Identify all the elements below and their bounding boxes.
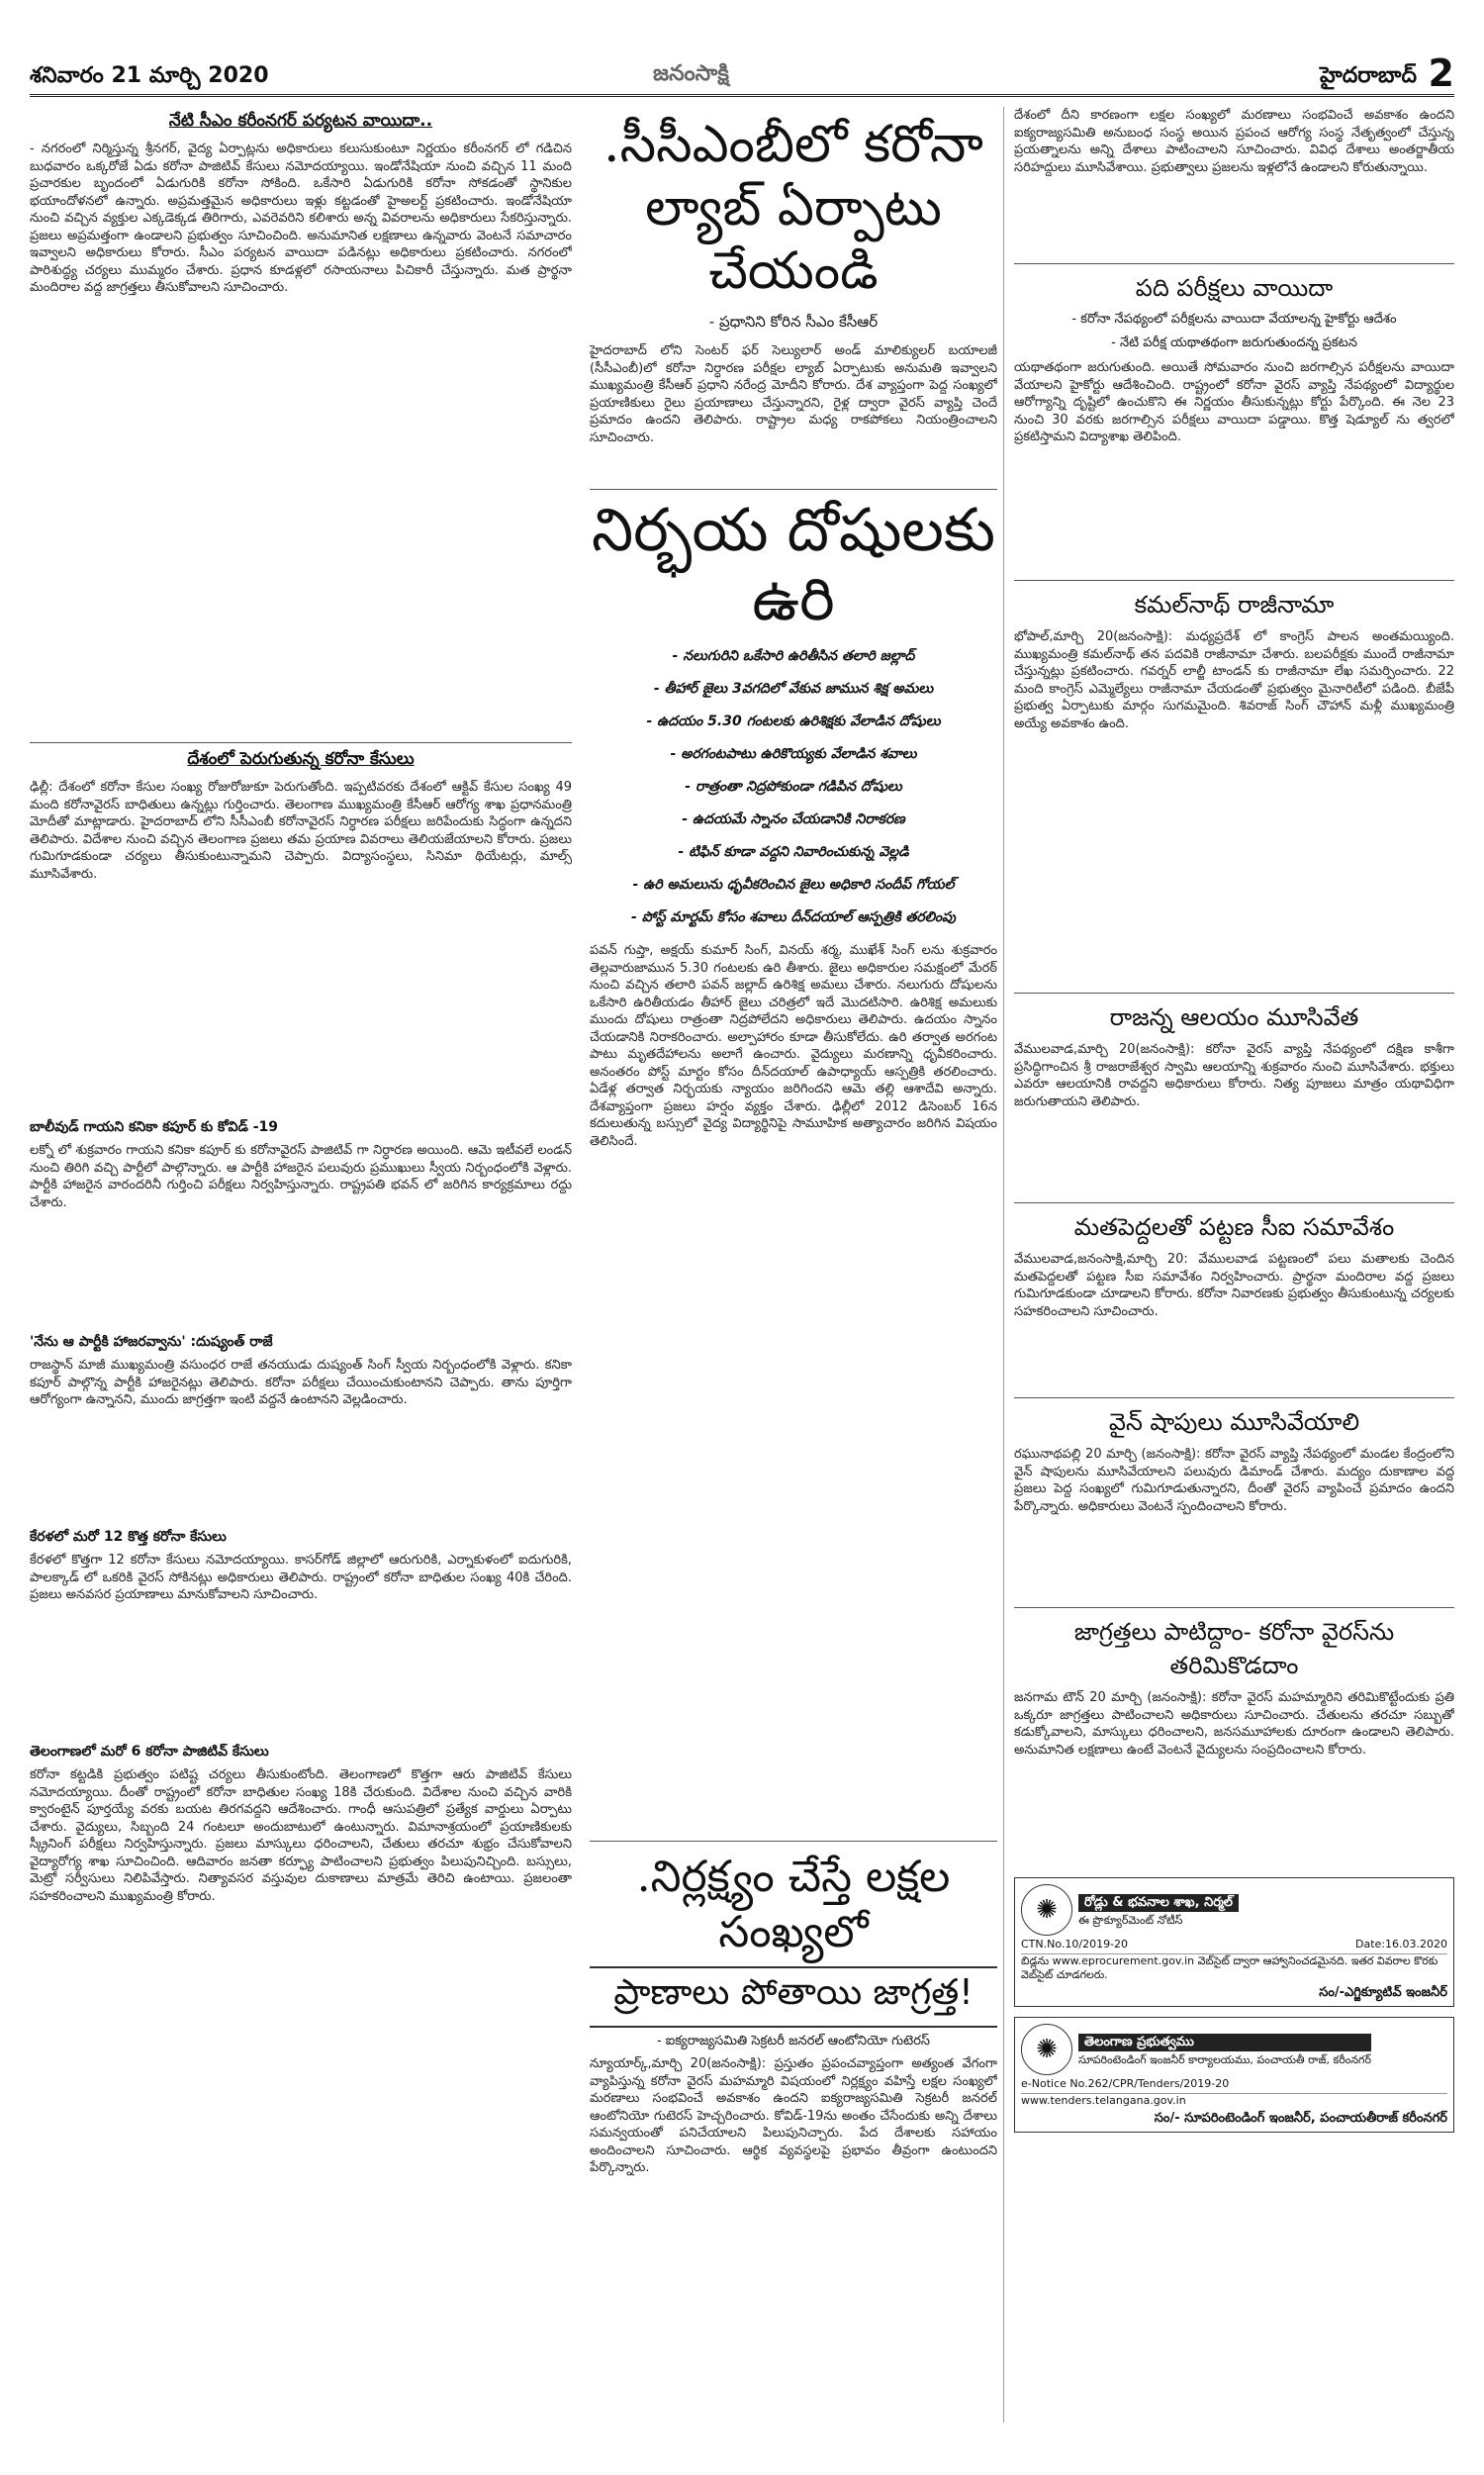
- edition-city: హైదరాబాద్: [1320, 63, 1417, 88]
- story-un-body: న్యూయార్క్,మార్చి 20(జనంసాక్షి): ప్రస్తుతం ప్రపంచవ్యాప్తంగా అత్యంత వేగంగా వ్యాపిస్తున్న కరోనా వైరస్ మహమ్మారి విషయంలో నిర్లక్ష్యం వహిస్తే లక్షల సంఖ్యలో మరణాలు సంభవించే అవకాశం ఉందని ఐక్యరాజ్యసమితి సెక్రటరీ జనరల్ ఆంటోనియో గుటెరస్ హెచ్చరించారు. కోవిడ్-19ను అంతం చేసేందుకు అన్ని దేశాలు సమన్వయంతో పనిచేయాలని పిలుపునిచ్చారు. పేద దేశాలకు సహాయం అందించాలని సూచించారు. ఆర్థిక వ్యవస్థలపై ప్రభావం తీవ్రంగా ఉంటుందని పేర్కొన్నారు.: [590, 2056, 997, 2175]
- divider: [1014, 1397, 1454, 1398]
- story-precautions-body: జనగామ టౌన్ 20 మార్చి (జనంసాక్షి): కరోనా వైరస్ మహమ్మారిని తరిమికొట్టేందుకు ప్రతి ఒక్కరూ జాగ్రత్తలు పాటించాలని అధికారులు సూచించారు. చేతులను తరచూ సబ్బుతో కడుక్కోవాలని, మాస్కులు ధరించాలని, జనసమూహాలకు దూరంగా ఉండాలని తెలిపారు. అనుమానిత లక్షణాలు ఉంటే వెంటనే వైద్యులను సంప్రదించాలని కోరారు.: [1014, 1690, 1454, 1758]
- masthead: [30, 51, 1454, 97]
- ad-date: Date:16.03.2020: [1355, 1938, 1447, 1951]
- ad-subtitle: సూపరింటెండింగ్ ఇంజనీర్ కార్యాలయము, పంచాయతీ రాజ్, కరీంనగర్: [1078, 2053, 1371, 2066]
- bullet-item: - నలుగురిని ఒకేసారి ఉరితీసిన తలారి జల్లాద్: [672, 648, 915, 664]
- headline-ccmb: .సీసీఎంబీలో కరోనా ల్యాబ్ ఏర్పాటు చేయండి: [603, 115, 983, 301]
- government-seal-icon: ✺: [1021, 1884, 1072, 1936]
- story2-body-c: రాజస్థాన్ మాజీ ముఖ్యమంత్రి వసుంధర రాజే తనయుడు దుష్యంత్ సింగ్ స్వీయ నిర్బంధంలోకి వెళ్లారు. కనికా కపూర్ పాల్గొన్న పార్టీకి హాజరైనట్లు తెలిపారు. కరోనా పరీక్షలు చేయించుకుంటానని చెప్పారు. తాను పూర్తిగా ఆరోగ్యంగా ఉన్నానని, ముందు జాగ్రత్తగా ఇంటి వద్దనే ఉంటానని వెల్లడించారు.: [30, 1358, 572, 1407]
- ad-ref: CTN.No.10/2019-20: [1021, 1938, 1129, 1951]
- headline-ci-meeting: మతపెద్దలతో పట్టణ సీఐ సమావేశం: [1073, 1213, 1395, 1241]
- middle-column: [590, 107, 997, 2423]
- tender-ad-nirmal: [1014, 1877, 1454, 2007]
- divider: [1014, 1202, 1454, 1203]
- ad-signature: సం/- సూపరింటెండింగ్ ఇంజనీర్, పంచాయతీరాజ్ కరీంనగర్: [1154, 2111, 1447, 2126]
- newspaper-logo: జనంసాక్షి: [653, 61, 729, 86]
- story-kamalnath-body: భోపాల్,మార్చి 20(జనంసాక్షి): మధ్యప్రదేశ్ లో కాంగ్రెస్ పాలన అంతమయ్యింది. ముఖ్యమంత్రి కమల్‌నాథ్ తన పదవికి రాజీనామా చేశారు. బలపరీక్షకు ముందే రాజీనామా చేస్తున్నట్లు ప్రకటించారు. గవర్నర్ లాల్జీ టాండన్ కు రాజీనామా లేఖ సమర్పించారు. 22 మంది కాంగ్రెస్ ఎమ్మెల్యేలు రాజీనామా చేయడంతో ప్రభుత్వం మైనారిటీలో పడింది. బీజేపీ ప్రభుత్వ ఏర్పాటుకు మార్గం సుగమమైంది. శివరాజ్ సింగ్ చౌహాన్ మళ్లీ ముఖ్యమంత్రి అయ్యే అవకాశం ఉంది.: [1014, 629, 1454, 731]
- ad-signature: సం/-ఎగ్జిక్యూటివ్ ఇంజనీర్: [1319, 1985, 1447, 2000]
- divider: [30, 742, 572, 743]
- divider: [1014, 993, 1454, 994]
- story2-subhead-4: తెలంగాణలో మరో 6 కరోనా పాజిటివ్ కేసులు: [30, 1744, 269, 1760]
- story-wine-shops-body: రఘునాథపల్లి 20 మార్చి (జనంసాక్షి): కరోనా వైరస్ వ్యాప్తి నేపథ్యంలో మండల కేంద్రంలోని వైన్ షాపులను మూసివేయాలని పలువురు డిమాండ్ చేశారు. మద్యం దుకాణాల వద్ద ప్రజలు పెద్ద సంఖ్యలో గుమిగూడుతున్నారని, దీంతో వైరస్ వ్యాపించే ప్రమాదం ఉందని పేర్కొన్నారు. అధికారులు వెంటనే స్పందించాలని కోరారు.: [1014, 1447, 1454, 1514]
- ad-title: రోడ్లు & భవనాల శాఖ, నిర్మల్: [1078, 1894, 1239, 1912]
- right-column: [1003, 107, 1454, 2423]
- byline-un: - ఐక్యరాజ్యసమితి సెక్రటరీ జనరల్ ఆంటోనియో గుటెరస్: [656, 2034, 931, 2048]
- headline-exams: పది పరీక్షలు వాయిదా: [1135, 274, 1334, 302]
- left-column: [30, 107, 572, 2423]
- story2-body-d: కేరళలో కొత్తగా 12 కరోనా కేసులు నమోదయ్యాయి. కాసర్‌గోడ్ జిల్లాలో ఆరుగురికి, ఎర్నాకుళంలో ఐదుగురికి, పాలక్కాడ్ లో ఒకరికి వైరస్ సోకినట్లు అధికారులు తెలిపారు. రాష్ట్రంలో కరోనా బాధితుల సంఖ్య 40కి చేరింది. ప్రజలు అనవసర ప్రయాణాలు మానుకోవాలని సూచించారు.: [30, 1553, 572, 1602]
- nirbhaya-bullets: [590, 648, 997, 928]
- bullet-item: - తీహార్ జైలు 3వగదిలో వేకువ జామున శిక్ష అమలు: [653, 681, 934, 697]
- story-exams-body: యథాతథంగా జరుగుతుంది. అయితే సోమవారం నుంచి జరగాల్సిన పరీక్షలను వాయిదా వేయాలని హైకోర్టు ఆదేశించింది. రాష్ట్రంలో కరోనా వైరస్ వ్యాప్తి నేపథ్యంలో విద్యార్థుల ఆరోగ్యాన్ని దృష్టిలో ఉంచుకొని ఈ నిర్ణయం తీసుకున్నట్లు కోర్టు పేర్కొంది. ఈ నెల 23 నుంచి 30 వరకు జరగాల్సిన పరీక్షలు వాయిదా పడ్డాయి. కొత్త షెడ్యూల్ ను త్వరలో ప్రకటిస్తామని విద్యాశాఖ తెలిపింది.: [1014, 360, 1454, 444]
- headline-wine-shops: వైన్ షాపులు మూసివేయాలి: [1108, 1408, 1360, 1436]
- divider: [590, 1841, 997, 1842]
- story2-body-b: లక్నో లో శుక్రవారం గాయని కనికా కపూర్ కు కరోనావైరస్ పాజిటివ్ గా నిర్ధారణ అయింది. ఆమె ఇటీవలే లండన్ నుంచి తిరిగి వచ్చి పార్టీలో పాల్గొన్నారు. ఆ పార్టీకి హాజరైన పలువురు ప్రముఖులు స్వీయ నిర్బంధంలోకి వెళ్లారు. పార్టీకి హాజరైన వారందరినీ గుర్తించి పరీక్షలు నిర్వహిస్తున్నారు. రాష్ట్రపతి భవన్ లో జరిగిన కార్యక్రమాలు రద్దు చేశారు.: [30, 1143, 572, 1210]
- divider: [590, 489, 997, 490]
- headline-temple: రాజన్న ఆలయం మూసివేత: [1109, 1003, 1359, 1031]
- subhead-exams-2: - నేటి పరీక్ష యథాతథంగా జరుగుతుందన్న ప్రకటన: [1111, 335, 1357, 350]
- story-un-continued: దేశంలో దీని కారణంగా లక్షల సంఖ్యలో మరణాలు సంభవించే అవకాశం ఉందని ఐక్యరాజ్యసమితి అనుబంధ సంస్థ అయిన ప్రపంచ ఆరోగ్య సంస్థ నేతృత్వంలో చేస్తున్న ప్రయత్నాలను అన్ని దేశాలు పాటించాలని సూచించారు. వివిధ దేశాలు అంతర్జాతీయ సరిహద్దులు మూసివేశాయి. ప్రభుత్వాలు ప్రజలను ఇళ్లలోనే ఉండాలని కోరుతున్నాయి.: [1014, 108, 1454, 175]
- story2-subhead-3: కేరళలో మరో 12 కొత్త కరోనా కేసులు: [30, 1529, 227, 1545]
- story2-body: ఢిల్లీ: దేశంలో కరోనా కేసుల సంఖ్య రోజురోజుకూ పెరుగుతోంది. ఇప్పటివరకు దేశంలో ఆక్టివ్ కేసుల సంఖ్య 49 మంది కరోనావైరస్ బాధితులు ఉన్నట్లు గుర్తించారు. తెలంగాణ ముఖ్యమంత్రి కేసీఆర్ ఆరోగ్య శాఖ ప్రధానమంత్రి మోదీతో మాట్లాడారు. హైదరాబాద్ లోని సీసీఎంబీ కరోనావైరస్ నిర్ధారణ పరీక్షలు జరిపేందుకు సిద్ధంగా ఉన్నదని తెలిపారు. విదేశాల నుంచి వచ్చిన తెలంగాణ ప్రజలు తమ ప్రయాణ వివరాలు తెలియజేయాలని కోరారు. ప్రజలు గుమిగూడకుండా చర్యలు తీసుకుంటున్నామని చెప్పారు. విద్యాసంస్థలు, సినిమా థియేటర్లు, మాల్స్ మూసివేశారు.: [30, 780, 572, 882]
- story2-subhead-2: 'నేను ఆ పార్టీకి హాజరవ్వాను' :దుష్యంత్ రాజే: [30, 1334, 273, 1350]
- ad-subtitle: ఈ ప్రొక్యూర్‌మెంట్ నోటీస్: [1078, 1914, 1183, 1927]
- bullet-item: - టిఫిన్ కూడా వద్దని నివారించుకున్న వెల్లడి: [678, 844, 909, 860]
- page-number: 2: [1428, 51, 1454, 95]
- issue-date: శనివారం 21 మార్చి 2020: [30, 63, 269, 88]
- story2-headline: దేశంలో పెరుగుతున్న కరోనా కేసులు: [187, 749, 415, 769]
- bullet-item: - ఉదయం 5.30 గంటలకు ఉరిశిక్షకు వేలాడిన దోషులు: [646, 714, 941, 729]
- bullet-item: - ఉరి అమలును ధృవీకరించిన జైలు అధికారి సందీప్ గోయల్: [632, 877, 955, 893]
- story-ci-meeting-body: వేములవాడ,జనంసాక్షి,మార్చి 20: వేములవాడ పట్టణంలో పలు మతాలకు చెందిన మతపెద్దలతో పట్టణ సీఐ సమావేశం నిర్వహించారు. ప్రార్థనా మందిరాల వద్ద ప్రజలు గుమిగూడకుండా చూడాలని కోరారు. కరోనా నివారణకు ప్రభుత్వం తీసుకుంటున్న చర్యలకు సహకరించాలని సూచించారు.: [1014, 1252, 1454, 1319]
- divider: [1014, 580, 1454, 581]
- story1-headline: నేటి సీఎం కరీంనగర్ పర్యటన వాయిదా..: [168, 111, 433, 131]
- ad-text: బిడ్లను www.eprocurement.gov.in వెబ్‌సైట్ ద్వారా ఆహ్వానించడమైనది. ఇతర వివరాల కొరకు వెబ్‌సైట్ చూడగలరు.: [1021, 1954, 1438, 1981]
- government-seal-icon: ✺: [1021, 2024, 1072, 2075]
- headline-un: .నిర్లక్ష్యం చేస్తే లక్షల సంఖ్యలో: [636, 1852, 951, 1957]
- divider: [1014, 263, 1454, 264]
- ad-title: తెలంగాణ ప్రభుత్వము: [1078, 2034, 1371, 2051]
- story-nirbhaya-body: పవన్ గుప్తా, అక్షయ్ కుమార్ సింగ్, వినయ్ శర్మ, ముఖేశ్ సింగ్ లను శుక్రవారం తెల్లవారుజామున 5.30 గంటలకు ఉరి తీశారు. జైలు అధికారుల సమక్షంలో మేరఠ్ నుంచి వచ్చిన తలారి పవన్ జల్లాద్ ఉరిశిక్ష అమలు చేశారు. నలుగురు దోషులను ఒకేసారి ఉరితీయడం తీహార్ జైలు చరిత్రలో ఇదే మొదటిసారి. ఉరిశిక్ష అమలుకు ముందు దోషులు రాత్రంతా నిద్రపోలేదని అధికారులు తెలిపారు. ఉదయం స్నానం చేయడానికి నిరాకరించారు. అల్పాహారం కూడా తీసుకోలేదు. ఉరి తర్వాత అరగంట పాటు మృతదేహాలను అలాగే ఉంచారు. వైద్యులు మరణాన్ని ధృవీకరించారు. అనంతరం పోస్ట్ మార్టం కోసం దీన్‌దయాల్ ఉపాధ్యాయ్ ఆస్పత్రికి తరలించారు. ఏడేళ్ల తర్వాత నిర్భయకు న్యాయం జరిగిందని ఆమె తల్లి ఆశాదేవి అన్నారు. దేశవ్యాప్తంగా ప్రజలు హర్షం వ్యక్తం చేశారు. ఢిల్లీలో 2012 డిసెంబర్ 16న కదులుతున్న బస్సులో వైద్య విద్యార్థినిపై సామూహిక అత్యాచారం జరిగిన విషయం తెలిసిందే.: [590, 943, 997, 1149]
- story2-subhead-1: బాలీవుడ్ గాయని కనికా కపూర్ కు కోవిడ్ -19: [30, 1119, 278, 1135]
- story-ccmb-body: హైదరాబాద్ లోని సెంటర్ ఫర్ సెల్యులార్ అండ్ మాలిక్యులర్ బయాలజీ (సీసీఎంబీ)లో కరోనా నిర్ధారణ పరీక్షల ల్యాబ్ ఏర్పాటుకు అనుమతి ఇవ్వాలని ముఖ్యమంత్రి కేసీఆర్ ప్రధాని నరేంద్ర మోదీని కోరారు. దేశ వ్యాప్తంగా పెద్ద సంఖ్యలో ప్రయాణికులు రైలు ప్రయాణాలు చేస్తున్నారని, రైళ్ల ద్వారా వైరస్ వ్యాప్తి చెందే ప్రమాదం ఉందని తెలిపారు. రాష్ట్రాల మధ్య రాకపోకలు నియంత్రించాలని సూచించారు.: [590, 343, 997, 445]
- story2-body-e: కరోనా కట్టడికి ప్రభుత్వం పటిష్ట చర్యలు తీసుకుంటోంది. తెలంగాణలో కొత్తగా ఆరు పాజిటివ్ కేసులు నమోదయ్యాయి. దీంతో రాష్ట్రంలో కరోనా బాధితుల సంఖ్య 18కి చేరుకుంది. విదేశాల నుంచి వచ్చిన వారికి క్వారంటైన్ పూర్తయ్యే వరకు బయట తిరగవద్దని ఆదేశించారు. గాంధీ ఆసుపత్రిలో ప్రత్యేక వార్డులు ఏర్పాటు చేశారు. వైద్యులు, సిబ్బంది 24 గంటలూ అందుబాటులో ఉంటున్నారు. విమానాశ్రయంలో ప్రయాణికులకు స్క్రీనింగ్ పరీక్షలు నిర్వహిస్తున్నారు. ప్రజలు మాస్కులు ధరించాలని, చేతులు తరచూ శుభ్రం చేసుకోవాలని వైద్యారోగ్య శాఖ సూచించింది. ఆదివారం జనతా కర్ఫ్యూ పాటించాలని ప్రభుత్వం పిలుపునిచ్చింది. బస్సులు, మెట్రో సర్వీసులు నిలిపివేస్తారు. నిత్యావసర వస్తువుల దుకాణాలు మాత్రమే తెరిచి ఉంటాయి. ప్రజలంతా సహకరించాలని ముఖ్యమంత్రి కోరారు.: [30, 1767, 572, 1904]
- story-temple-body: వేములవాడ,మార్చి 20(జనంసాక్షి): కరోనా వైరస్ వ్యాప్తి నేపథ్యంలో దక్షిణ కాశీగా ప్రసిద్ధిగాంచిన శ్రీ రాజరాజేశ్వర స్వామి ఆలయాన్ని శుక్రవారం నుంచి మూసివేశారు. భక్తులు ఎవరూ ఆలయానికి రావద్దని అధికారులు కోరారు. నిత్య పూజలు మాత్రం యథావిధిగా జరుగుతాయని తెలిపారు.: [1014, 1042, 1454, 1109]
- bullet-item: - రాత్రంతా నిద్రపోకుండా గడిపిన దోషులు: [685, 779, 902, 795]
- bullet-item: - అరగంటపాటు ఉరికొయ్యకు వేలాడిన శవాలు: [670, 746, 917, 762]
- headline-kamalnath: కమల్‌నాథ్ రాజీనామా: [1134, 591, 1335, 619]
- ad-ref: e-Notice No.262/CPR/Tenders/2019-20: [1021, 2077, 1230, 2090]
- subhead-exams-1: - కరోనా నేపథ్యంలో పరీక్షలను వాయిదా వేయాలన్న హైకోర్టు ఆదేశం: [1071, 312, 1397, 327]
- headline-un-box: ప్రాణాలు పోతాయి జాగ్రత్త!: [590, 1966, 997, 2028]
- divider: [1014, 1607, 1454, 1608]
- story1-body: - నగరంలో నిర్మిస్తున్న శ్రీనగర్, వైద్య ఏర్పాట్లను అధికారులు కలుసుకుంటూ నిర్ణయం కరీంనగర్ లో గడిచిన బుధవారం ఒక్కరోజే ఏడు కరోనా పాజిటివ్ కేసులు నమోదయ్యాయి. ఇండోనేషియా నుంచి వచ్చిన 11 మంది ప్రచారకుల బృందంలో ఏడుగురికి కరోనా సోకింది. ఒకేసారి ఏడుగురికి కరోనా సోకడంతో స్థానికుల భయాందోళనలో ఉన్నారు. అప్రమత్తమైన అధికారులు ఇళ్లు కట్టడంతో హైఅలర్ట్ ప్రకటించారు. ఇండోనేషియా నుంచి వచ్చిన వ్యక్తుల ఎక్కడెక్కడ తిరిగారు, ఎవరెవరిని కలిశారు అన్న వివరాలను అధికారులు సేకరిస్తున్నారు. ప్రజలు అప్రమత్తంగా ఉండాలని ప్రభుత్వం సూచించింది. అనుమానిత లక్షణాలు ఉన్నవారు వెంటనే సమాచారం ఇవ్వాలని అధికారులు కోరారు. సీఎం పర్యటన వాయిదా పడినట్లు అధికారులు ప్రకటించారు. నగరంలో పారిశుద్ధ్య చర్యలు ముమ్మరం చేశారు. ప్రధాన కూడళ్లలో రసాయనాలు పిచికారీ చేస్తున్నారు. మత ప్రార్థనా మందిరాల వద్ద జాగ్రత్తలు తీసుకోవాలని సూచించారు.: [30, 142, 572, 295]
- byline-ccmb: - ప్రధానిని కోరిన సీఎం కేసీఆర్: [708, 313, 879, 331]
- tender-ad-karimnagar: [1014, 2017, 1454, 2133]
- bullet-item: - పోస్ట్ మార్టమ్ కోసం శవాలు దీన్‌దయాల్ ఆస్పత్రికి తరలింపు: [631, 909, 956, 925]
- bullet-item: - ఉదయమే స్నానం చేయడానికి నిరాకరణ: [682, 811, 905, 827]
- headline-precautions: జాగ్రత్తలు పాటిద్దాం- కరోనా వైరస్‌ను తరిమికొడదాం: [1073, 1618, 1395, 1679]
- ad-website: www.tenders.telangana.gov.in: [1021, 2094, 1186, 2107]
- headline-nirbhaya: నిర్భయ దోషులకు ఉరి: [592, 496, 995, 634]
